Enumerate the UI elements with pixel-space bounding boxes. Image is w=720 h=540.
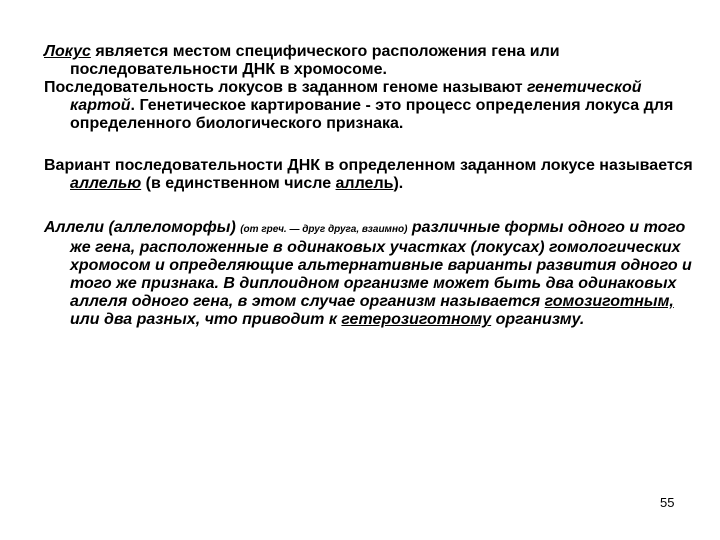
alleles-mid: или два разных, что приводит к — [70, 311, 342, 328]
term-genetic-map: генетической картой — [70, 79, 642, 114]
term-locus: Локус — [44, 43, 91, 60]
page-number: 55 — [660, 495, 675, 510]
genetic-map-lead: Последовательность локусов в заданном геноме называют — [44, 79, 527, 96]
allele-lead: Вариант последовательности ДНК в определенном заданном локусе называется — [44, 157, 693, 174]
term-heterozygous: гетерозиготному — [341, 311, 492, 328]
allele-tail: ). — [393, 175, 404, 192]
alleles-etymology: (от греч. — друг друга, взаимно) — [240, 224, 408, 235]
paragraph-locus — [44, 43, 694, 79]
paragraph-alleles — [44, 219, 694, 329]
paragraph-genetic-map — [44, 79, 694, 133]
term-allele-singular: аллель — [335, 175, 394, 192]
locus-definition: является местом специфического расположения гена или последовательности ДНК в хромосоме. — [70, 43, 560, 78]
paragraph-allele — [44, 157, 694, 193]
term-homozygous: гомозиготным, — [544, 293, 674, 310]
alleles-definition: различные формы одного и того же гена, расположенные в одинаковых участках (локусах) гомологических хромосом и определяющие альтернативные варианты развития одного и того же признака. В диплоидном организме может быть два одинаковых аллеля одного гена, в этом случае организм называется — [70, 219, 692, 310]
alleles-tail: организму. — [491, 311, 585, 328]
allele-mid: (в единственном числе — [141, 175, 336, 192]
alleles-lead: Аллели (аллеломорфы) — [44, 219, 241, 236]
genetic-map-tail: . Генетическое картирование - это процесс определения локуса для определенного биологического признака. — [70, 97, 674, 132]
term-allele: аллелью — [70, 175, 142, 192]
